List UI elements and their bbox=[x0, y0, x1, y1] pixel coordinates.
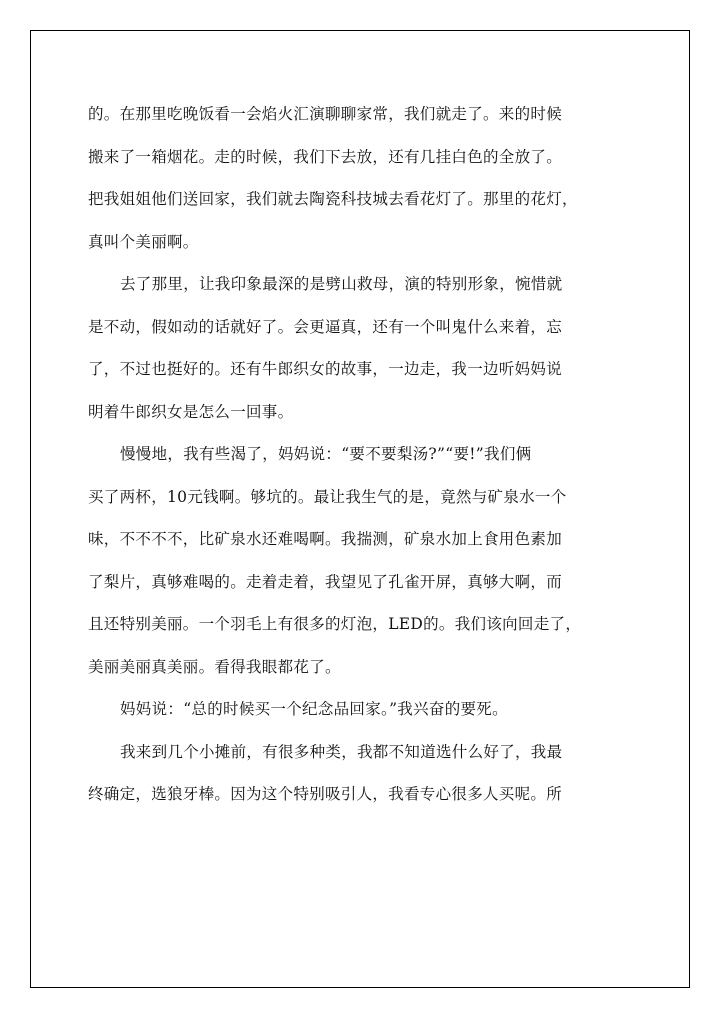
text-line: 是不动，假如动的话就好了。会更逼真，还有一个叫鬼什么来着，忘 bbox=[88, 317, 563, 336]
text-line: 搬来了一箱烟花。走的时候，我们下去放，还有几挂白色的全放了。 bbox=[88, 147, 563, 166]
text-line: 终确定，选狼牙棒。因为这个特别吸引人，我看专心很多人买呢。所 bbox=[88, 785, 563, 803]
text-line: 的。在那里吃晚饭看一会焰火汇演聊聊家常，我们就走了。来的时候 bbox=[88, 105, 563, 123]
text-line: 且还特别美丽。一个羽毛上有很多的灯泡，LED的。我们该向回走了， bbox=[88, 615, 582, 633]
document-body bbox=[88, 93, 636, 816]
text-line: 把我姐姐他们送回家，我们就去陶瓷科技城去看花灯了。那里的花灯， bbox=[88, 190, 578, 208]
text-line: 明着牛郎织女是怎么一回事。 bbox=[88, 402, 294, 421]
paragraph-first-line: 我来到几个小摊前，有很多种类，我都不知道选什么好了，我最 bbox=[120, 742, 563, 761]
text-line: 真叫个美丽啊。 bbox=[88, 232, 199, 251]
paragraph-first-line: 慢慢地，我有些渴了，妈妈说：“要不要梨汤?”“要!”我们俩 bbox=[120, 445, 532, 463]
text-line: 买了两杯，10元钱啊。够坑的。最让我生气的是，竟然与矿泉水一个 bbox=[88, 487, 567, 506]
text-line: 美丽美丽真美丽。看得我眼都花了。 bbox=[88, 657, 341, 676]
text-line: 了梨片，真够难喝的。走着走着，我望见了孔雀开屏，真够大啊，而 bbox=[88, 572, 563, 591]
paragraph-first-line: 妈妈说：“总的时候买一个纪念品回家。”我兴奋的要死。 bbox=[120, 700, 508, 718]
paragraph-first-line: 去了那里，让我印象最深的是劈山救母，演的特别形象，惋惜就 bbox=[120, 275, 563, 293]
text-line: 了，不过也挺好的。还有牛郎织女的故事，一边走，我一边听妈妈说 bbox=[88, 360, 563, 378]
text-line: 味，不不不不，比矿泉水还难喝啊。我揣测，矿泉水加上食用色素加 bbox=[88, 530, 563, 548]
